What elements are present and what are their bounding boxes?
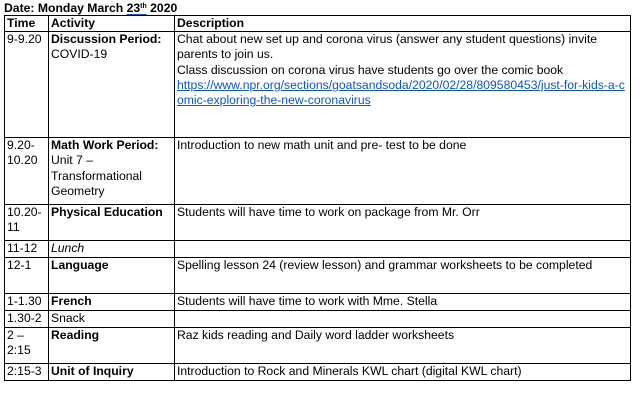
description-cell: Students will have time to work on package from Mr. Orr <box>175 205 631 241</box>
time-cell: 2:15-3 <box>5 364 49 381</box>
activity-label: Math Work Period: <box>51 138 159 153</box>
description-cell: Raz kids reading and Daily word ladder worksheets <box>175 328 631 364</box>
description-cell: Introduction to Rock and Minerals KWL chart (digital KWL chart) <box>175 364 631 381</box>
date-prefix: Date: Monday March <box>4 1 127 15</box>
activity-cell: Lunch <box>49 241 175 258</box>
activity-cell: French <box>49 294 175 311</box>
activity-cell: Unit of Inquiry <box>49 364 175 381</box>
table-row <box>5 258 631 294</box>
time-cell: 12-1 <box>5 258 49 294</box>
description-text: Class discussion on corona virus have students go over the comic book <box>177 62 564 77</box>
description-cell <box>175 311 631 328</box>
column-header-description: Description <box>175 16 631 32</box>
activity-sublabel: COVID-19 <box>51 47 108 62</box>
time-cell: 9-9.20 <box>5 32 49 138</box>
time-cell: 9.20-10.20 <box>5 138 49 205</box>
date-day-suffix: th <box>140 3 147 10</box>
time-cell: 1-1.30 <box>5 294 49 311</box>
description-cell <box>175 241 631 258</box>
activity-label: Discussion Period: <box>51 32 162 47</box>
description-text: Chat about new set up and corona virus (answer any student questions) invite parents to join us. <box>177 32 598 62</box>
description-cell: Spelling lesson 24 (review lesson) and grammar worksheets to be completed <box>175 258 631 294</box>
table-row <box>5 205 631 241</box>
description-cell: Students will have time to work with Mme. Stella <box>175 294 631 311</box>
table-row <box>5 311 631 328</box>
activity-cell: Snack <box>49 311 175 328</box>
activity-cell: Reading <box>49 328 175 364</box>
time-cell: 2 – 2:15 <box>5 328 49 364</box>
table-row <box>5 241 631 258</box>
activity-cell: Physical Education <box>49 205 175 241</box>
table-header-row <box>5 16 631 32</box>
document-date-title <box>4 0 177 14</box>
time-cell: 10.20-11 <box>5 205 49 241</box>
column-header-activity: Activity <box>49 16 175 32</box>
activity-cell <box>49 32 175 138</box>
table-row <box>5 294 631 311</box>
table-row <box>5 328 631 364</box>
description-cell: Introduction to new math unit and pre- test to be done <box>175 138 631 205</box>
activity-cell: Language <box>49 258 175 294</box>
date-year: 2020 <box>146 1 178 15</box>
table-row <box>5 138 631 205</box>
date-day: 23th <box>126 1 147 15</box>
table-row <box>5 364 631 381</box>
time-cell: 1.30-2 <box>5 311 49 328</box>
time-cell: 11-12 <box>5 241 49 258</box>
comic-book-link[interactable]: https://www.npr.org/sections/goatsandsoda/2020/02/28/809580453/just-for-kids-a-comic-exploring-the-new-coronavirus <box>177 77 625 108</box>
activity-sublabel: Unit 7 – Transformational Geometry <box>51 153 142 198</box>
column-header-time: Time <box>5 16 49 32</box>
activity-cell <box>49 138 175 205</box>
schedule-table <box>4 15 631 381</box>
description-cell <box>175 32 631 138</box>
table-row <box>5 32 631 138</box>
